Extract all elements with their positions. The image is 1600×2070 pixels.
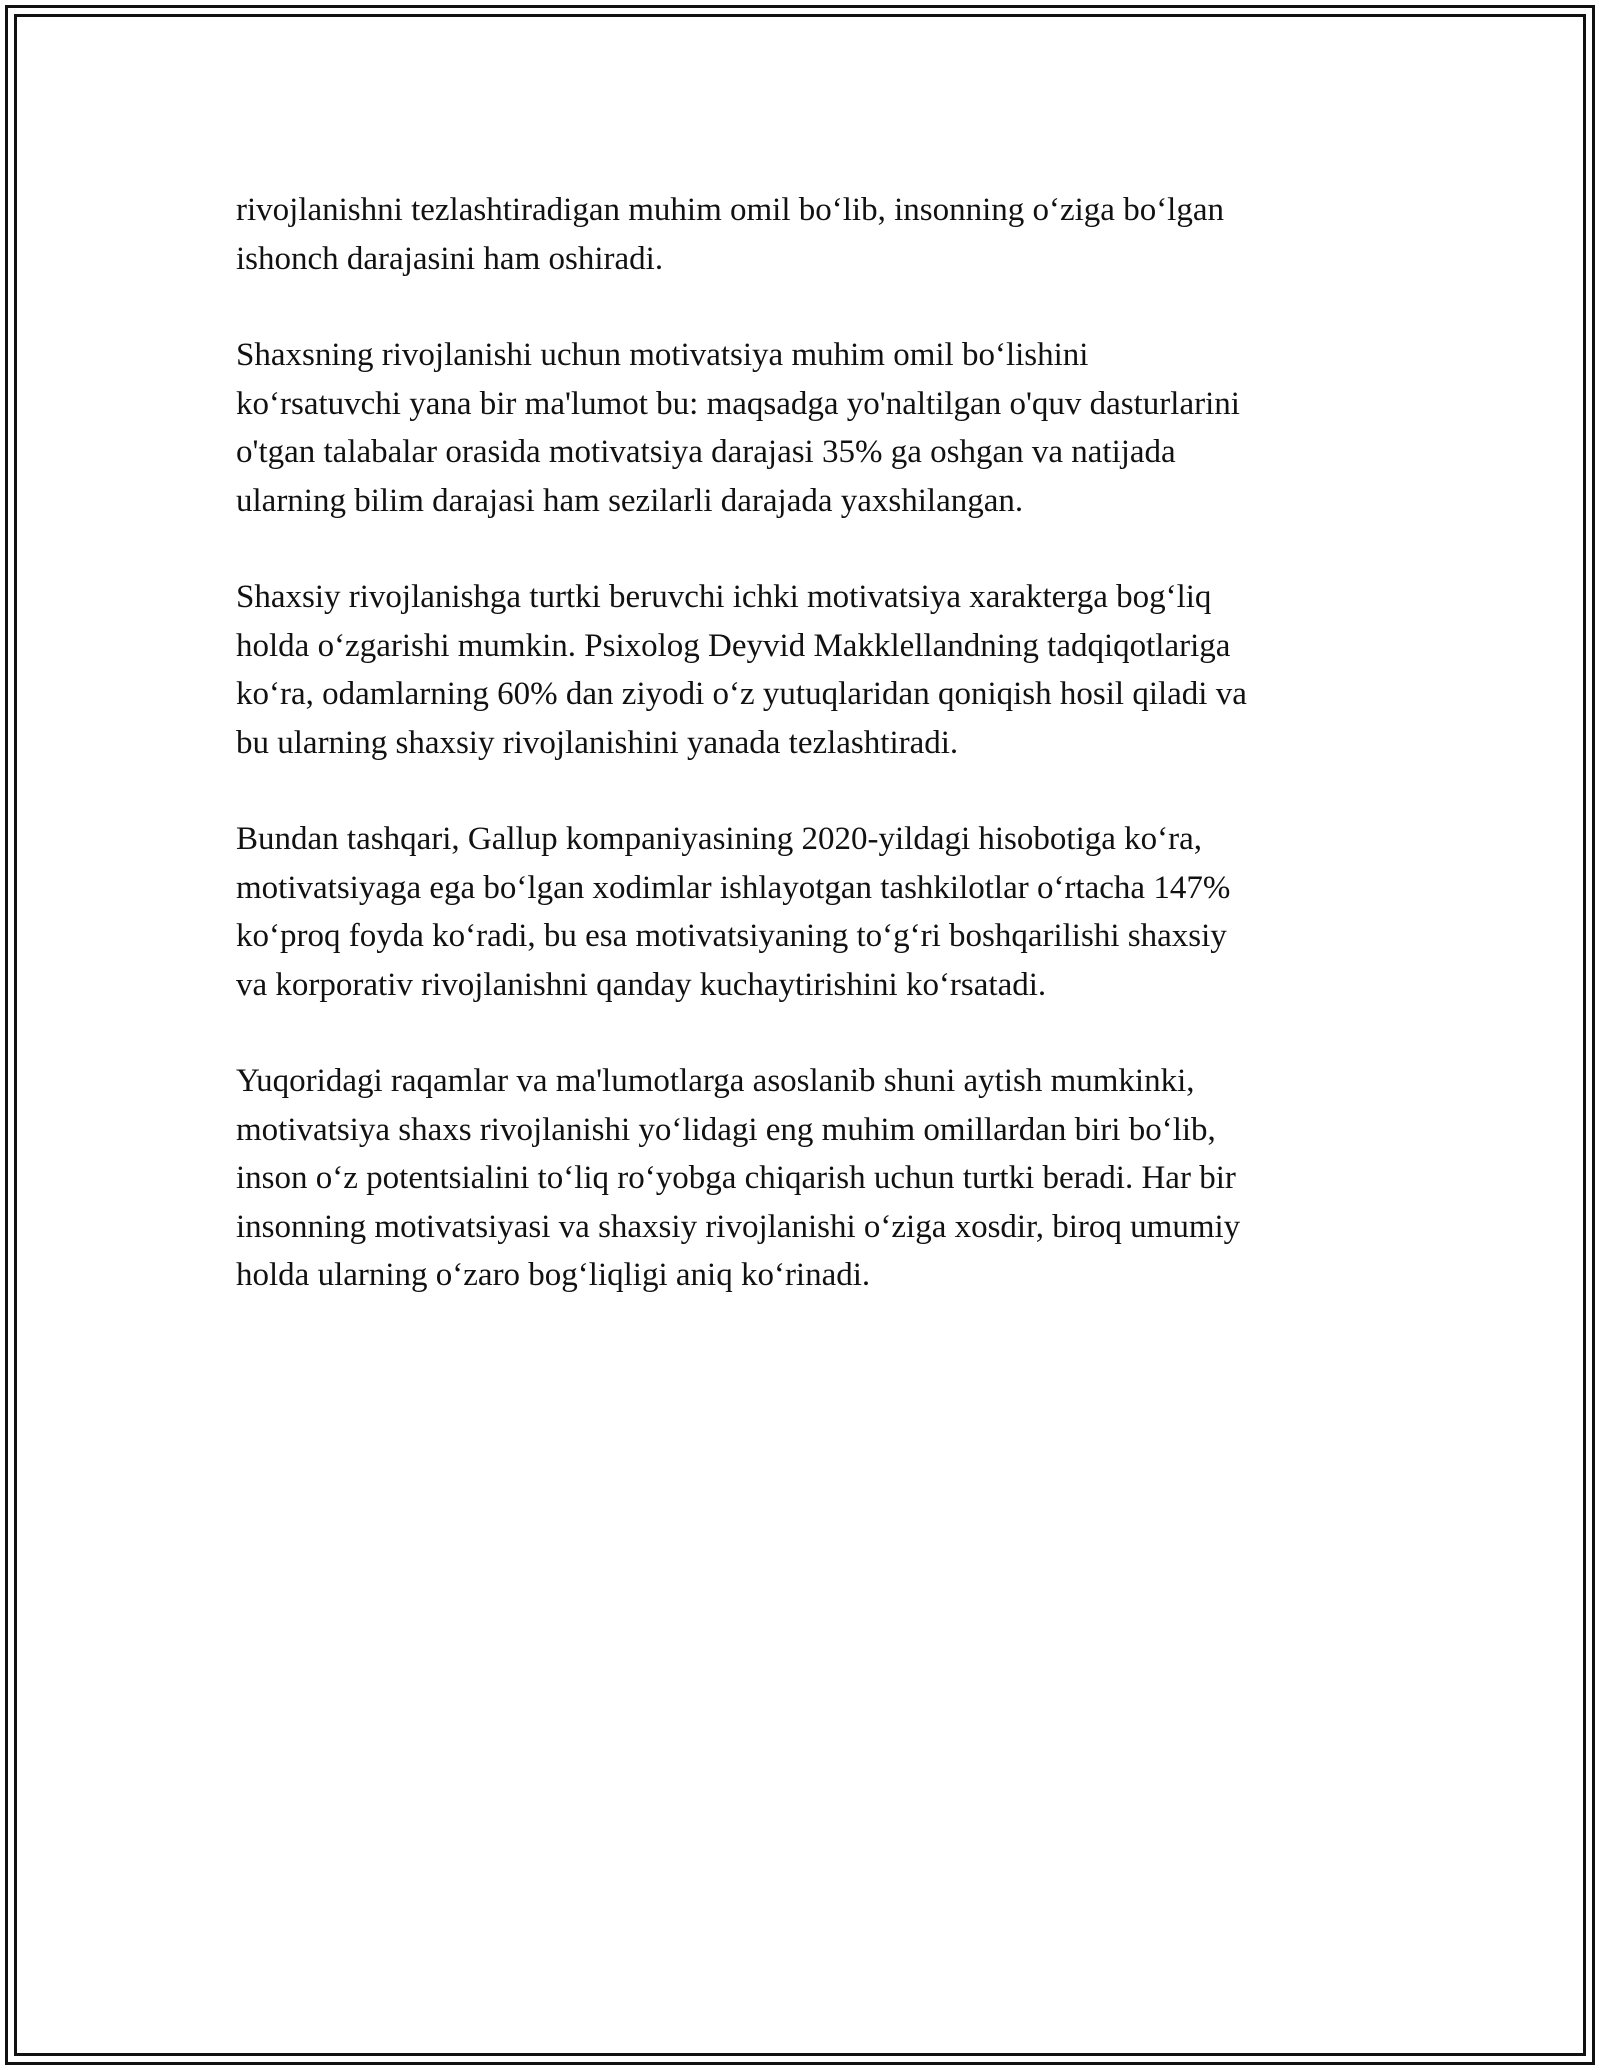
paragraph-line: Yuqoridagi raqamlar va ma'lumotlarga asoslanib shuni aytish mumkinki, xyxy=(236,1063,1195,1099)
paragraph-line: inson o‘z potentsialini to‘liq ro‘yobga chiqarish uchun turtki beradi. Har bir xyxy=(236,1160,1236,1196)
paragraph-line: ko‘rsatuvchi yana bir ma'lumot bu: maqsadga yo'naltilgan o'quv dasturlarini xyxy=(236,385,1240,422)
paragraph-line: ko‘ra, odamlarning 60% dan ziyodi o‘z yutuqlaridan qoniqish hosil qiladi va xyxy=(236,676,1247,712)
paragraph-line: ishonch darajasini ham oshiradi. xyxy=(236,240,664,277)
paragraph-2 xyxy=(236,331,1376,525)
paragraph-line: motivatsiya shaxs rivojlanishi yo‘lidagi eng muhim omillardan biri bo‘lib, xyxy=(236,1111,1216,1148)
paragraph-line: ularning bilim darajasi ham sezilarli darajada yaxshilangan. xyxy=(236,482,1024,519)
paragraph-1 xyxy=(236,186,1376,283)
paragraph-5 xyxy=(236,1057,1376,1300)
paragraph-line: motivatsiyaga ega bo‘lgan xodimlar ishlayotgan tashkilotlar o‘rtacha 147% xyxy=(236,869,1231,906)
paragraph-4 xyxy=(236,815,1376,1009)
paragraph-line: holda o‘zgarishi mumkin. Psixolog Deyvid Makklellandning tadqiqotlariga xyxy=(236,627,1231,664)
paragraph-line: holda ularning o‘zaro bog‘liqligi aniq ko‘rinadi. xyxy=(236,1257,871,1293)
paragraph-line: rivojlanishni tezlashtiradigan muhim omil bo‘lib, insonning o‘ziga bo‘lgan xyxy=(236,192,1225,228)
paragraph-line: bu ularning shaxsiy rivojlanishini yanada tezlashtiradi. xyxy=(236,724,959,761)
document-body xyxy=(236,186,1376,1348)
paragraph-line: Shaxsiy rivojlanishga turtki beruvchi ichki motivatsiya xarakterga bog‘liq xyxy=(236,579,1212,615)
paragraph-line: Shaxsning rivojlanishi uchun motivatsiya muhim omil bo‘lishini xyxy=(236,337,1089,373)
paragraph-line: o'tgan talabalar orasida motivatsiya darajasi 35% ga oshgan va natijada xyxy=(236,434,1176,470)
paragraph-3 xyxy=(236,573,1376,767)
paragraph-line: Bundan tashqari, Gallup kompaniyasining 2020-yildagi hisobotiga ko‘ra, xyxy=(236,821,1203,857)
paragraph-line: va korporativ rivojlanishni qanday kuchaytirishini ko‘rsatadi. xyxy=(236,966,1047,1003)
paragraph-line: ko‘proq foyda ko‘radi, bu esa motivatsiyaning to‘g‘ri boshqarilishi shaxsiy xyxy=(236,918,1227,954)
paragraph-line: insonning motivatsiyasi va shaxsiy rivojlanishi o‘ziga xosdir, biroq umumiy xyxy=(236,1208,1241,1245)
